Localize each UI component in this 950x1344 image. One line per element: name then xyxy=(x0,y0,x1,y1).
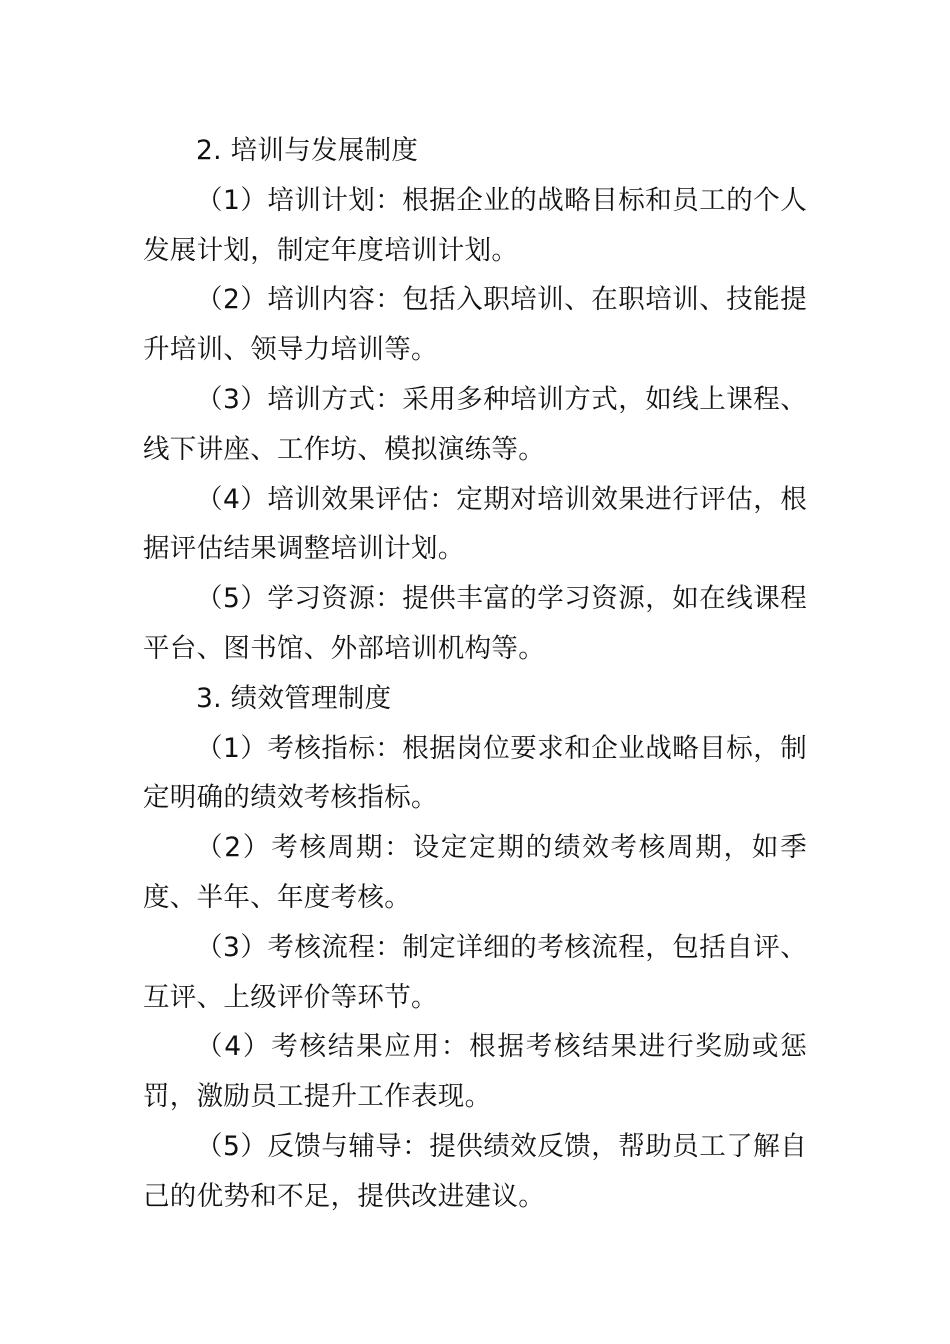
section-heading-training: 2. 培训与发展制度 xyxy=(196,135,419,166)
paragraph-learning-resources: （5）学习资源：提供丰富的学习资源，如在线课程平台、图书馆、外部培训机构等。 xyxy=(143,583,807,664)
paragraph-assessment-indicators: （1）考核指标：根据岗位要求和企业战略目标，制定明确的绩效考核指标。 xyxy=(143,732,807,814)
paragraph-assessment-process: （3）考核流程：制定详细的考核流程，包括自评、互评、上级评价等环节。 xyxy=(143,931,807,1013)
document-page xyxy=(143,126,807,1222)
section-heading-performance: 3. 绩效管理制度 xyxy=(196,682,392,714)
paragraph-training-content: （2）培训内容：包括入职培训、在职培训、技能提升培训、领导力培训等。 xyxy=(143,284,807,366)
paragraph-feedback-coaching: （5）反馈与辅导：提供绩效反馈，帮助员工了解自己的优势和不足，提供改进建议。 xyxy=(143,1130,807,1212)
paragraph-training-method: （3）培训方式：采用多种培训方式，如线上课程、线下讲座、工作坊、模拟演练等。 xyxy=(143,383,807,465)
paragraph-training-plan: （1）培训计划：根据企业的战略目标和员工的个人发展计划，制定年度培训计划。 xyxy=(143,184,807,266)
paragraph-assessment-application: （4）考核结果应用：根据考核结果进行奖励或惩罚，激励员工提升工作表现。 xyxy=(143,1031,807,1113)
paragraph-training-evaluation: （4）培训效果评估：定期对培训效果进行评估，根据评估结果调整培训计划。 xyxy=(143,483,807,565)
paragraph-assessment-cycle: （2）考核周期：设定定期的绩效考核周期，如季度、半年、年度考核。 xyxy=(143,832,807,913)
